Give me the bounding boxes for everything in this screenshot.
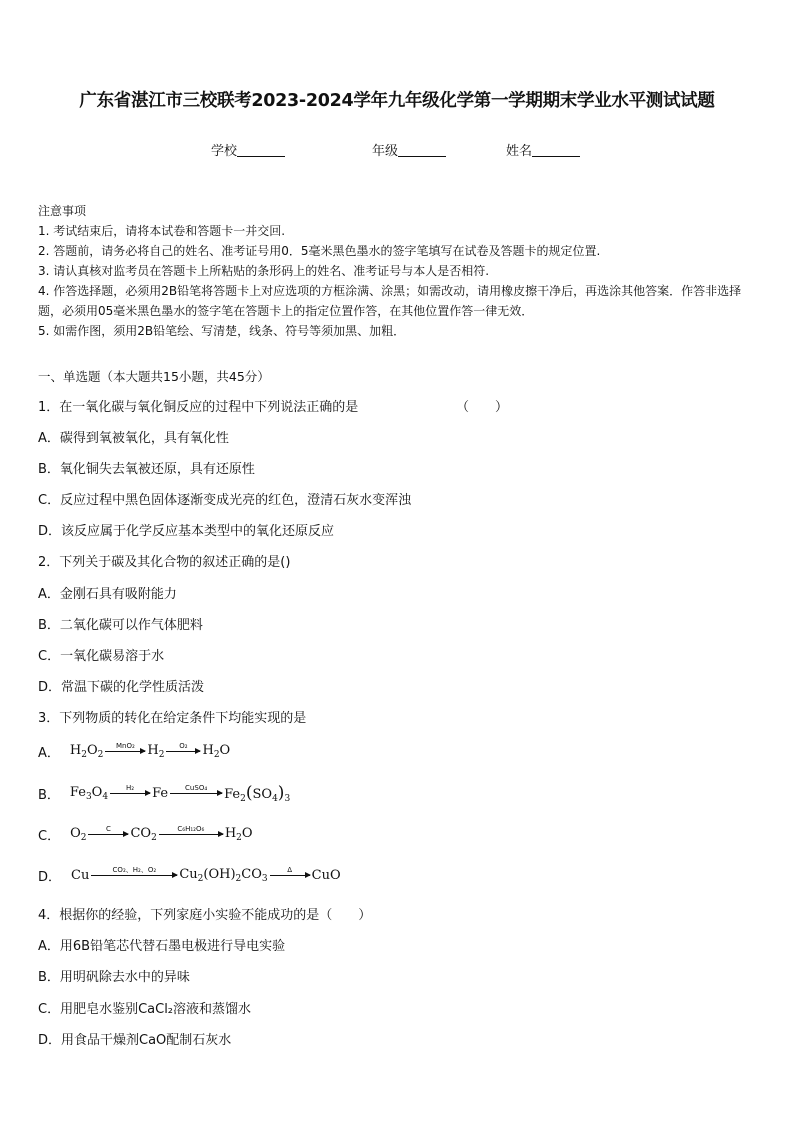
formula: $H_2$ bbox=[147, 742, 165, 760]
arrow-condition: C bbox=[106, 824, 111, 833]
notice-item: 3. 请认真核对监考员在答题卡上所粘贴的条形码上的姓名、准考证号与本人是否相符. bbox=[38, 264, 490, 278]
arrow-condition: CuSO₄ bbox=[185, 783, 208, 792]
option-item bbox=[38, 780, 290, 806]
formula: $CO_2$ bbox=[130, 825, 157, 843]
formula: $H_2O$ bbox=[202, 742, 231, 760]
notice-item: 4. 作答选择题，必须用2B铅笔将答题卡上对应选项的方框涂满、涂黑；如需改动，请用橡皮擦干净后，再选涂其他答案．作答非选择题，必须用05毫米黑色墨水的签字笔在答题卡上的指定位置作答，在其他位置作答一律无效． bbox=[38, 284, 742, 318]
option-item bbox=[38, 821, 253, 847]
notice-item: 5. 如需作图，须用2B铅笔绘、写清楚，线条、符号等须加黑、加粗． bbox=[38, 324, 406, 338]
formula: CuO bbox=[311, 867, 341, 883]
option-item: D．该反应属于化学反应基本类型中的氧化还原反应 bbox=[38, 524, 335, 539]
reaction-arrow bbox=[91, 866, 177, 885]
arrow-condition: Δ bbox=[287, 865, 293, 874]
student-info bbox=[0, 140, 794, 160]
reaction-arrow bbox=[105, 742, 145, 761]
reaction-arrow bbox=[88, 825, 128, 844]
answer-paren: （ ） bbox=[456, 400, 509, 415]
name-field bbox=[506, 140, 580, 159]
notice-heading: 注意事项 bbox=[38, 204, 87, 218]
option-item: C．一氧化碳易溶于水 bbox=[38, 649, 165, 664]
notice-item: 1. 考试结束后，请将本试卷和答题卡一并交回. bbox=[38, 224, 286, 238]
question-stem: 2．下列关于碳及其化合物的叙述正确的是() bbox=[38, 555, 291, 570]
formula: $H_2O_2$ bbox=[69, 742, 104, 760]
option-item bbox=[38, 862, 341, 888]
reaction-arrow bbox=[159, 825, 223, 844]
formula: $H_2O$ bbox=[224, 825, 253, 843]
formula: $Cu_2(OH)_2CO_3$ bbox=[179, 866, 268, 884]
grade-field bbox=[372, 140, 446, 159]
option-item: A．碳得到氧被氧化，具有氧化性 bbox=[38, 431, 229, 446]
option-label: D． bbox=[38, 869, 62, 885]
option-item bbox=[38, 738, 230, 764]
option-item: D．常温下碳的化学性质活泼 bbox=[38, 680, 205, 695]
school-label: 学校 bbox=[211, 144, 238, 159]
formula: $Fe_2(SO_4)_3$ bbox=[224, 782, 291, 804]
grade-blank bbox=[398, 142, 446, 157]
arrow-condition: C₆H₁₂O₆ bbox=[177, 824, 205, 833]
arrow-condition: O₂ bbox=[179, 741, 188, 750]
question-stem bbox=[38, 396, 509, 415]
formula: Fe bbox=[152, 785, 169, 801]
reaction-arrow bbox=[270, 866, 310, 885]
option-item: D．用食品干燥剂CaO配制石灰水 bbox=[38, 1033, 232, 1048]
grade-label: 年级 bbox=[372, 144, 399, 159]
option-item: B．二氧化碳可以作气体肥料 bbox=[38, 618, 203, 633]
school-blank bbox=[237, 142, 285, 157]
formula: Cu bbox=[71, 867, 90, 883]
reaction-arrow bbox=[170, 784, 222, 803]
arrow-condition: H₂ bbox=[126, 783, 135, 792]
name-blank bbox=[532, 142, 580, 157]
option-item: B．用明矾除去水中的异味 bbox=[38, 970, 190, 985]
reaction-arrow bbox=[110, 784, 150, 803]
page-title: 广东省湛江市三校联考2023-2024学年九年级化学第一学期期末学业水平测试试题 bbox=[79, 91, 715, 111]
q1-stem: 1．在一氧化碳与氧化铜反应的过程中下列说法正确的是 bbox=[38, 400, 359, 415]
option-label: A． bbox=[38, 745, 60, 761]
question-stem: 4．根据你的经验，下列家庭小实验不能成功的是（ ） bbox=[38, 908, 372, 923]
option-label: C． bbox=[38, 828, 61, 844]
option-item: C．用肥皂水鉴别CaCl₂溶液和蒸馏水 bbox=[38, 1002, 252, 1017]
formula: $O_2$ bbox=[70, 825, 87, 843]
notice-block bbox=[38, 201, 762, 341]
reaction-arrow bbox=[166, 742, 200, 761]
option-item: A．金刚石具有吸附能力 bbox=[38, 587, 177, 602]
option-item: B．氧化铜失去氧被还原，具有还原性 bbox=[38, 462, 255, 477]
section-heading: 一、单选题（本大题共15小题，共45分） bbox=[38, 369, 270, 384]
option-label: B． bbox=[38, 787, 60, 803]
formula: $Fe_3O_4$ bbox=[69, 784, 109, 802]
arrow-condition: CO₂、H₂、O₂ bbox=[112, 865, 157, 874]
notice-item: 2. 答题前，请务必将自己的姓名、准考证号用0．5毫米黑色墨水的签字笔填写在试卷及答题卡的规定位置. bbox=[38, 244, 601, 258]
option-item: A．用6B铅笔芯代替石墨电极进行导电实验 bbox=[38, 939, 286, 954]
school-field bbox=[211, 140, 285, 159]
name-label: 姓名 bbox=[506, 144, 533, 159]
arrow-condition: MnO₂ bbox=[115, 741, 135, 750]
question-stem: 3．下列物质的转化在给定条件下均能实现的是 bbox=[38, 711, 307, 726]
option-item: C．反应过程中黑色固体逐渐变成光亮的红色，澄清石灰水变浑浊 bbox=[38, 493, 412, 508]
